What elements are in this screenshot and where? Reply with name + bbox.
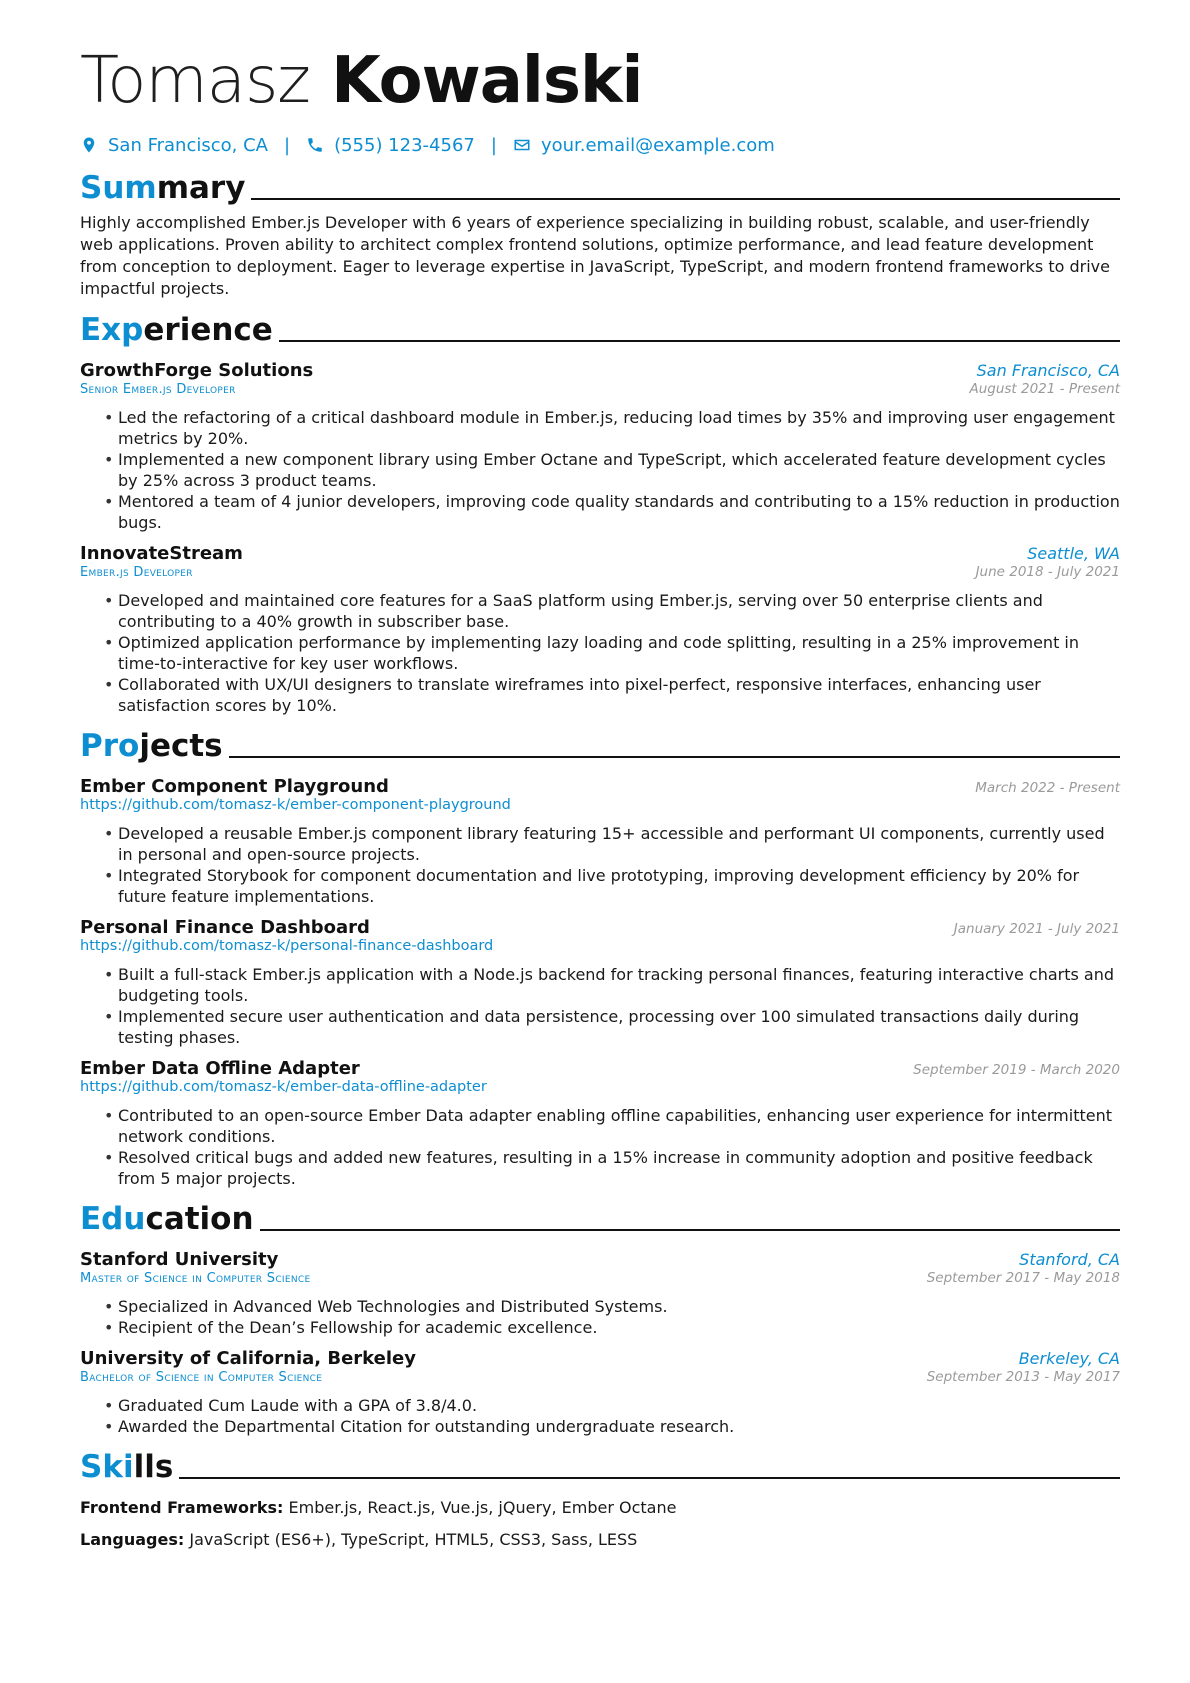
project-entry	[80, 776, 1120, 907]
projects-section-header	[80, 726, 1120, 766]
resume-page	[80, 40, 1120, 1551]
skill-label: Frontend Frameworks:	[80, 1498, 284, 1517]
contact-phone[interactable]	[306, 135, 475, 156]
contact-separator: |	[283, 134, 291, 156]
summary-text: Highly accomplished Ember.js Developer with 6 years of experience specializing in building robust, scalable, and user-friendly web applications. Proven ability to architect complex frontend solutions, optimize performance, and lead feature development from conception to deployment. Eager to leverage expertise in JavaScript, TypeScript, and modern frontend frameworks to drive impactful projects.	[80, 213, 1110, 298]
bullet-item: • Collaborated with UX/UI designers to translate wireframes into pixel-perfect, responsive interfaces, enhancing user satisfaction scores by 10%.	[104, 674, 1120, 716]
section-title-accent: Ski	[80, 1449, 134, 1485]
degree: Bachelor of Science in Computer Science	[80, 1370, 323, 1385]
project-link[interactable]: https://github.com/tomasz-k/ember-component-playground	[80, 797, 511, 813]
section-title	[80, 168, 245, 208]
bullet-item: • Recipient of the Dean’s Fellowship for academic excellence.	[104, 1317, 1120, 1338]
contact-location	[80, 135, 268, 156]
school-name: University of California, Berkeley	[80, 1348, 416, 1369]
section-title-accent: Exp	[80, 312, 144, 348]
bullet-list	[80, 590, 1120, 716]
summary-section-header	[80, 168, 1120, 208]
school-location: Stanford, CA	[1019, 1250, 1120, 1269]
project-name: Ember Component Playground	[80, 776, 389, 797]
contact-email[interactable]	[513, 135, 775, 156]
project-entry	[80, 917, 1120, 1048]
section-divider	[279, 340, 1120, 342]
education-dates: September 2013 - May 2017	[926, 1369, 1120, 1385]
company-name: GrowthForge Solutions	[80, 360, 314, 381]
job-dates: June 2018 - July 2021	[975, 564, 1120, 580]
section-title	[80, 310, 273, 350]
job-location: San Francisco, CA	[976, 361, 1120, 380]
bullet-item: • Built a full-stack Ember.js application with a Node.js backend for tracking personal finances, featuring interactive charts and budgeting tools.	[104, 964, 1120, 1006]
section-title-rest: erience	[143, 312, 273, 348]
bullet-list	[80, 1296, 1120, 1338]
project-link[interactable]: https://github.com/tomasz-k/personal-finance-dashboard	[80, 938, 494, 954]
bullet-item: • Awarded the Departmental Citation for outstanding undergraduate research.	[104, 1416, 1120, 1437]
skill-value: JavaScript (ES6+), TypeScript, HTML5, CSS3, Sass, LESS	[189, 1530, 638, 1549]
project-dates: March 2022 - Present	[975, 780, 1120, 796]
experience-entry	[80, 360, 1120, 533]
job-title: Senior Ember.js Developer	[80, 382, 236, 397]
experience-section-header	[80, 310, 1120, 350]
contact-bar	[80, 132, 1120, 158]
project-entry	[80, 1058, 1120, 1189]
project-dates: September 2019 - March 2020	[913, 1062, 1120, 1078]
job-location: Seattle, WA	[1027, 544, 1120, 563]
bullet-item: • Integrated Storybook for component documentation and live prototyping, improving development efficiency by 20% for future feature implementations.	[104, 865, 1120, 907]
company-name: InnovateStream	[80, 543, 243, 564]
bullet-item: • Implemented a new component library using Ember Octane and TypeScript, which accelerated feature development cycles by 25% across 3 product teams.	[104, 449, 1120, 491]
bullet-item: • Developed a reusable Ember.js component library featuring 15+ accessible and performant UI components, currently used in personal and open-source projects.	[104, 823, 1120, 865]
bullet-item: • Optimized application performance by implementing lazy loading and code splitting, resulting in a 25% improvement in time-to-interactive for key user workflows.	[104, 632, 1120, 674]
phone-text: (555) 123-4567	[334, 134, 475, 156]
bullet-item: • Mentored a team of 4 junior developers, improving code quality standards and contributing to a 15% reduction in production bugs.	[104, 491, 1120, 533]
section-title-accent: Sum	[80, 170, 157, 206]
school-name: Stanford University	[80, 1249, 279, 1270]
section-title-rest: mary	[156, 170, 246, 206]
bullet-list	[80, 1105, 1120, 1189]
section-title-rest: jects	[139, 728, 223, 764]
degree: Master of Science in Computer Science	[80, 1271, 311, 1286]
skill-line	[80, 1529, 1120, 1551]
bullet-item: • Developed and maintained core features for a SaaS platform using Ember.js, serving over 50 enterprise clients and contributing to a 40% growth in subscriber base.	[104, 590, 1120, 632]
bullet-item: • Resolved critical bugs and added new features, resulting in a 15% increase in community adoption and positive feedback from 5 major projects.	[104, 1147, 1120, 1189]
section-title-rest: lls	[133, 1449, 174, 1485]
school-location: Berkeley, CA	[1018, 1349, 1120, 1368]
contact-separator: |	[490, 134, 497, 156]
bullet-item: • Led the refactoring of a critical dashboard module in Ember.js, reducing load times by 35% and improving user engagement metrics by 20%.	[104, 407, 1120, 449]
education-entry	[80, 1249, 1120, 1338]
section-title-accent: Pro	[80, 728, 140, 764]
skill-label: Languages:	[80, 1530, 185, 1549]
email-text: your.email@example.com	[540, 134, 775, 156]
education-entry	[80, 1348, 1120, 1437]
project-name: Personal Finance Dashboard	[80, 917, 370, 938]
candidate-name	[80, 40, 1120, 122]
education-section-header	[80, 1199, 1120, 1239]
bullet-item: • Graduated Cum Laude with a GPA of 3.8/4.0.	[104, 1395, 1120, 1416]
section-title-accent: Edu	[80, 1201, 146, 1237]
project-dates: January 2021 - July 2021	[953, 921, 1120, 937]
section-title	[80, 1447, 173, 1487]
education-dates: September 2017 - May 2018	[926, 1270, 1120, 1286]
bullet-list	[80, 964, 1120, 1048]
project-link[interactable]: https://github.com/tomasz-k/ember-data-offline-adapter	[80, 1079, 487, 1095]
skill-value: Ember.js, React.js, Vue.js, jQuery, Ember Octane	[288, 1498, 677, 1517]
first-name: Tomasz	[80, 44, 310, 118]
bullet-item: • Implemented secure user authentication and data persistence, processing over 100 simulated transactions daily during testing phases.	[104, 1006, 1120, 1048]
bullet-list	[80, 407, 1120, 533]
location-text: San Francisco, CA	[108, 134, 268, 156]
project-name: Ember Data Offline Adapter	[80, 1058, 360, 1079]
section-divider	[179, 1477, 1120, 1479]
experience-entry	[80, 543, 1120, 716]
section-divider	[229, 756, 1120, 758]
section-title-rest: cation	[145, 1201, 254, 1237]
job-dates: August 2021 - Present	[969, 381, 1120, 397]
section-divider	[251, 198, 1120, 200]
bullet-list	[80, 1395, 1120, 1437]
phone-icon	[306, 136, 324, 154]
job-title: Ember.js Developer	[80, 565, 193, 580]
section-title	[80, 726, 223, 766]
bullet-list	[80, 823, 1120, 907]
map-pin-icon	[80, 136, 98, 154]
bullet-item: • Contributed to an open-source Ember Data adapter enabling offline capabilities, enhancing user experience for intermittent network conditions.	[104, 1105, 1120, 1147]
bullet-item: • Specialized in Advanced Web Technologies and Distributed Systems.	[104, 1296, 1120, 1317]
section-divider	[260, 1229, 1120, 1231]
skills-section-header	[80, 1447, 1120, 1487]
envelope-icon	[513, 136, 531, 154]
section-title	[80, 1199, 254, 1239]
skill-line	[80, 1497, 1120, 1519]
last-name: Kowalski	[331, 44, 643, 118]
